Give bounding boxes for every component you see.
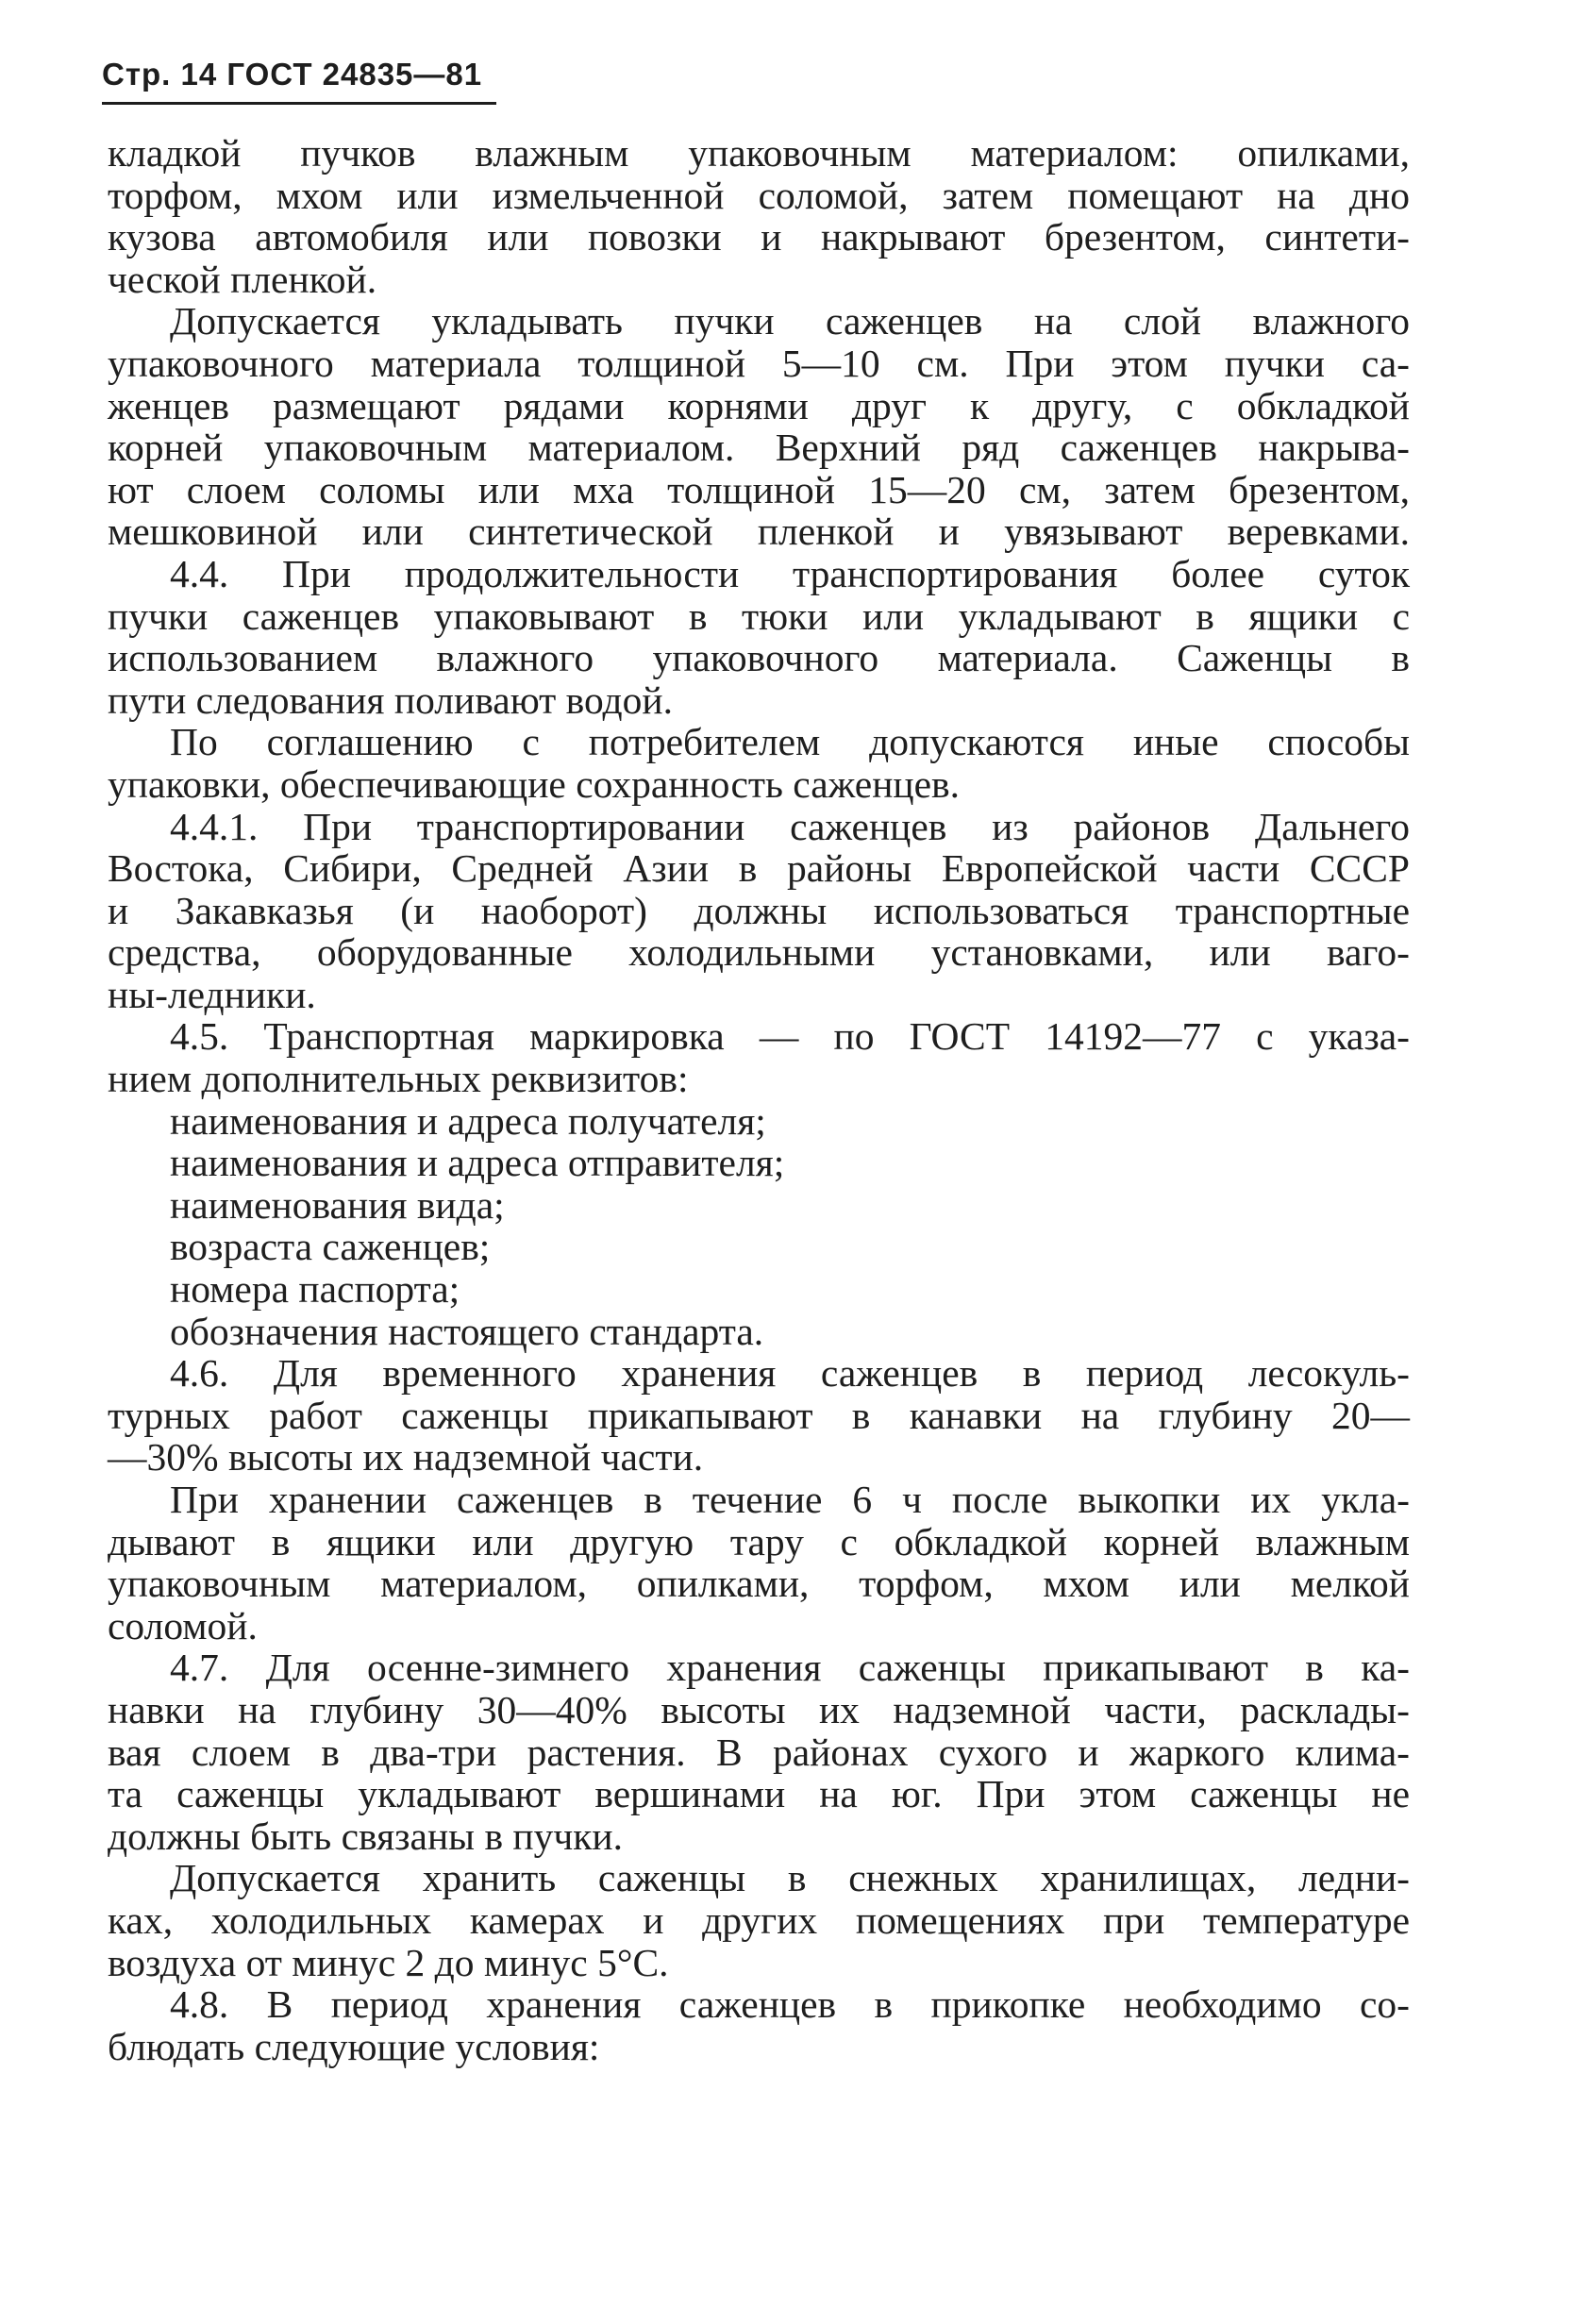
text-line: 4.5. Транспортная маркировка — по ГОСТ 14192—77 с указа- [170, 1014, 1410, 1059]
text-line: 4.6. Для временного хранения саженцев в период лесокуль- [170, 1351, 1410, 1396]
text-line: наименования и адреса отправителя; [170, 1141, 785, 1185]
text-line: соломой. [108, 1603, 258, 1647]
text-line: турных работ саженцы прикапывают в канавки на глубину 20— [108, 1393, 1410, 1437]
text-line: кладкой пучков влажным упаковочным материалом: опилками, [108, 131, 1410, 175]
text-line: женцев размещают рядами корнями друг к другу, с обкладкой [108, 383, 1410, 427]
page-header: Стр. 14 ГОСТ 24835—81 [102, 57, 483, 92]
text-line: наименования вида; [170, 1182, 505, 1227]
text-line: должны быть связаны в пучки. [108, 1814, 623, 1858]
text-line: пути следования поливают водой. [108, 677, 673, 722]
text-line: воздуха от минус 2 до минус 5°С. [108, 1940, 669, 1984]
text-line: использованием влажного упаковочного материала. Саженцы в [108, 636, 1410, 680]
text-line: упаковочным материалом, опилками, торфом, мхом или мелкой [108, 1562, 1410, 1606]
text-line: 4.4. При продолжительности транспортирования более суток [170, 551, 1410, 595]
text-line: Допускается хранить саженцы в снежных хранилищах, ледни- [170, 1856, 1410, 1900]
header-rule [102, 102, 496, 105]
text-line: ют слоем соломы или мха толщиной 15—20 см, затем брезентом, [108, 467, 1410, 511]
text-line: —30% высоты их надземной части. [108, 1435, 704, 1480]
text-line: 4.8. В период хранения саженцев в прикопке необходимо со- [170, 1982, 1410, 2027]
text-line: возраста саженцев; [170, 1225, 491, 1269]
text-line: упаковочного материала толщиной 5—10 см. При этом пучки са- [108, 341, 1410, 385]
text-line: и Закавказья (и наоборот) должны использоваться транспортные [108, 888, 1410, 932]
text-line: упаковки, обеспечивающие сохранность саженцев. [108, 761, 961, 806]
text-line: Допускается укладывать пучки саженцев на слой влажного [170, 299, 1410, 343]
text-line: наименования и адреса получателя; [170, 1098, 766, 1143]
text-line: корней упаковочным материалом. Верхний ряд саженцев накрыва- [108, 426, 1410, 470]
text-line: дывают в ящики или другую тару с обкладкой корней влажным [108, 1519, 1410, 1563]
text-line: 4.7. Для осенне-зимнего хранения саженцы прикапывают в ка- [170, 1646, 1410, 1690]
text-line: обозначения настоящего стандарта. [170, 1309, 764, 1353]
text-line: ках, холодильных камерах и других помещениях при температуре [108, 1898, 1410, 1942]
text-line: навки на глубину 30—40% высоты их надземной части, расклады- [108, 1687, 1410, 1731]
text-line: средства, оборудованные холодильными установками, или ваго- [108, 930, 1410, 975]
text-line: При хранении саженцев в течение 6 ч после выкопки их укла- [170, 1478, 1410, 1521]
text-line: Востока, Сибири, Средней Азии в районы Европейской части СССР [108, 846, 1410, 891]
text-line: 4.4.1. При транспортировании саженцев из районов Дальнего [170, 804, 1410, 848]
text-line: пучки саженцев упаковывают в тюки или укладывают в ящики с [108, 594, 1410, 638]
text-line: По соглашению с потребителем допускаются иные способы [170, 720, 1410, 764]
text-line: ческой пленкой. [108, 257, 377, 301]
text-line: нием дополнительных реквизитов: [108, 1057, 689, 1101]
body-text [108, 132, 1410, 2067]
text-line: мешковиной или синтетической пленкой и увязывают веревками. [108, 510, 1410, 554]
text-line: ны-ледники. [108, 972, 316, 1016]
text-line: блюдать следующие условия: [108, 2024, 600, 2068]
text-line: вая слоем в два-три растения. В районах сухого и жаркого клима- [108, 1730, 1410, 1774]
text-line: номера паспорта; [170, 1267, 460, 1312]
text-line: кузова автомобиля или повозки и накрывают брезентом, синтети- [108, 215, 1410, 259]
text-line: торфом, мхом или измельченной соломой, затем помещают на дно [108, 173, 1410, 217]
text-line: та саженцы укладывают вершинами на юг. При этом саженцы не [108, 1772, 1410, 1816]
